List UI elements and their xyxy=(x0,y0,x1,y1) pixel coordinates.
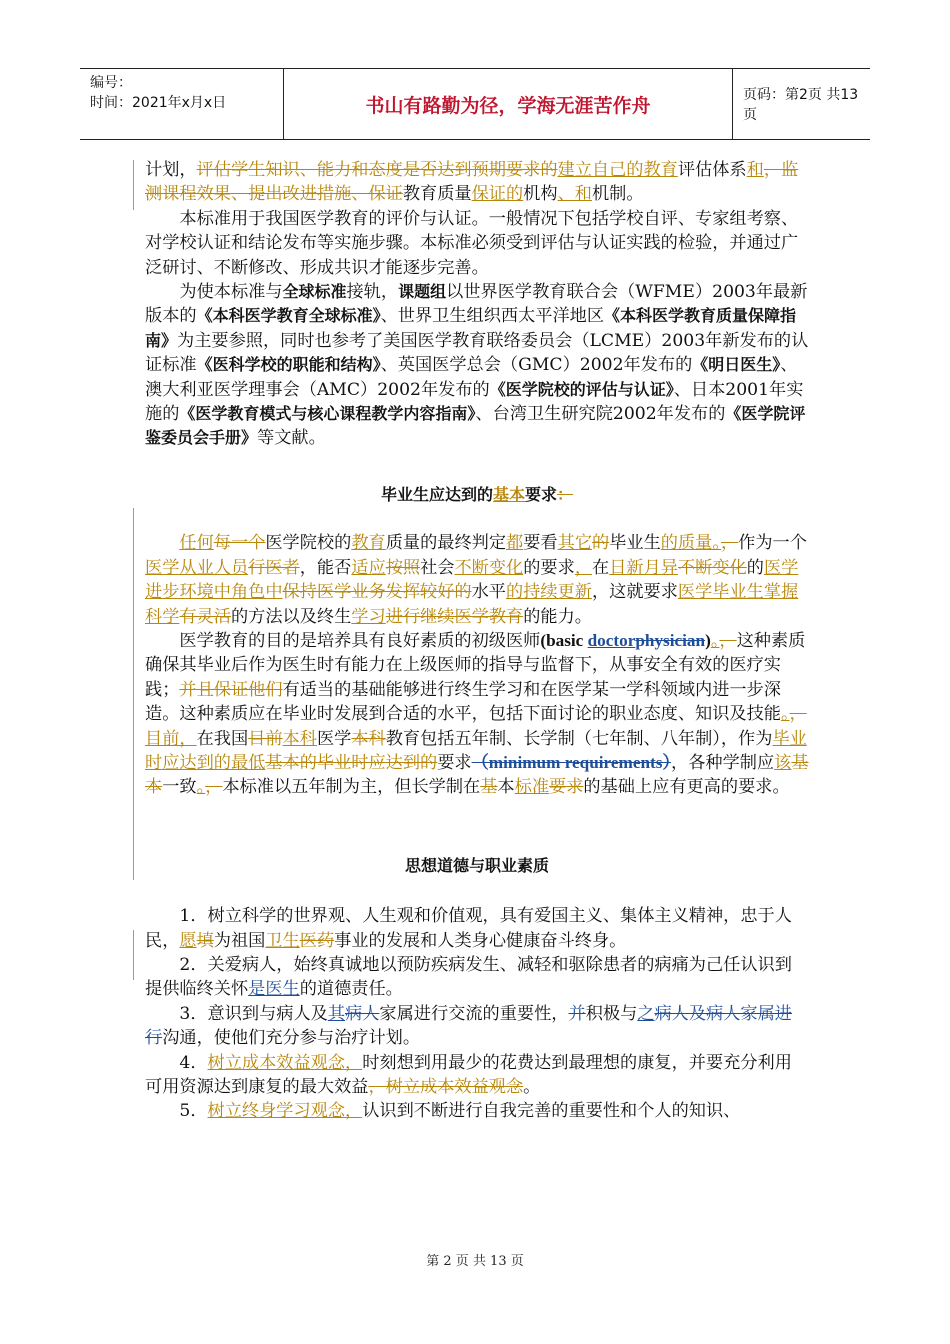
doc-code-label: 编号： xyxy=(90,75,132,91)
inserted-text: 。 xyxy=(196,777,206,798)
document-body xyxy=(145,158,809,1124)
text-run: 、英国医学总会（GMC）2002年发布的 xyxy=(380,355,693,376)
change-bar xyxy=(133,930,134,980)
text-run: 医学院校的 xyxy=(265,533,352,554)
text-run: 1．树立科学的世界观、人生观和价值观，具有爱国主义、集体主义精神，忠于人民， xyxy=(145,906,792,951)
text-run: 家属进行交流的重要性， xyxy=(379,1003,569,1024)
inserted-text: 卫生 xyxy=(265,930,300,951)
bold-text: 全球标准 xyxy=(282,282,347,302)
section-heading xyxy=(145,483,809,507)
text-run: 3．意识到与病人及 xyxy=(179,1003,328,1024)
text-run: 、澳大利亚医学理事会（AMC）2002年发布的 xyxy=(145,355,798,400)
list-item xyxy=(145,1099,809,1123)
deleted-text: 行医者 xyxy=(248,557,300,578)
inserted-text: 树立终身学习观念， xyxy=(207,1101,363,1122)
text-run: 医学 xyxy=(316,728,352,749)
inserted-text: 是医生 xyxy=(248,979,300,1000)
text-run: 为使本标准与 xyxy=(179,282,283,303)
text-run: 为祖国 xyxy=(213,930,266,951)
deleted-text: 并 xyxy=(568,1003,586,1024)
inserted-text: 的持续更新 xyxy=(505,582,592,603)
text-run: 5． xyxy=(179,1101,208,1122)
bold-text: 《本科医学教育质量保障指南》 xyxy=(145,306,797,350)
deleted-text: 的 xyxy=(592,533,610,554)
change-bar xyxy=(133,160,134,210)
change-bar xyxy=(133,508,134,880)
text-run: 教育包括五年制、长学制（七年制、八年制），作为 xyxy=(385,728,773,749)
text-run: 时刻想到用最少的花费达到最理想的康复，并要充分利用可用资源达到康复的最大效益 xyxy=(145,1052,792,1097)
inserted-text: 愿 xyxy=(179,930,197,951)
paragraph xyxy=(145,531,809,629)
text-run: 为主要参照，同时也参考了美国医学教育联络委员会（LCME）2003年新发布的认证标准 xyxy=(145,330,809,376)
deleted-text: 基 xyxy=(480,777,498,798)
text-run: ，这就要求 xyxy=(591,582,678,603)
bold-text: 《医学教育模式与核心课程教学内容指南》 xyxy=(179,404,476,424)
bold-text: 《医科学校的职能和结构》 xyxy=(196,355,381,375)
section-heading: 思想道德与职业素质 xyxy=(404,855,549,875)
text-run: 的基础上应有更高的要求。 xyxy=(583,777,790,798)
text-run: 这种素质确保其毕业后作为医生时有能力在上级医师的指导与监督下，从事安全有效的医疗实践； xyxy=(145,630,806,700)
text-run: 事业的发展和人类身心健康奋斗终身。 xyxy=(334,930,627,951)
text-run: 在我国 xyxy=(196,728,249,749)
deleted-text: 并且保证他们 xyxy=(179,679,283,700)
text-run: 沟通，使他们充分参与治疗计划。 xyxy=(162,1028,421,1049)
text-run: 计划， xyxy=(145,160,197,180)
text-run: 的方法以及终生 xyxy=(230,606,352,627)
deleted-text: 目前 xyxy=(248,728,283,749)
bold-text: (basic xyxy=(540,630,588,650)
text-run: 社会 xyxy=(420,557,455,578)
paragraph: 本标准用于我国医学教育的评价与认证。一般情况下包括学校自评、专家组考察、对学校认证和结论发布等实施步骤。本标准必须受到评估与认证实践的检验，并通过广泛研讨、不断修改、形成共识才能逐步完善。 xyxy=(145,208,799,278)
deleted-text: ， xyxy=(719,630,737,651)
inserted-text: doctor xyxy=(587,630,636,650)
inserted-text: 医学毕业生掌握科学 xyxy=(145,582,799,627)
list-item xyxy=(145,953,809,1002)
text-run: 的要求 xyxy=(523,557,575,578)
page-footer: 第 2 页 共 13 页 xyxy=(426,1254,524,1269)
inserted-text: 的质量。 xyxy=(660,533,721,554)
inserted-text: 本科 xyxy=(282,728,317,749)
text-run: 评估体系 xyxy=(677,160,747,180)
text-run: 4． xyxy=(179,1052,208,1073)
bold-text: 《医学院评鉴委员会手册》 xyxy=(145,404,806,448)
inserted-text: 、和 xyxy=(557,184,592,205)
deleted-text: ， xyxy=(205,777,223,798)
inserted-text: 不断变化 xyxy=(454,557,524,578)
deleted-text: 按照 xyxy=(385,557,421,578)
inserted-text: 目前， xyxy=(145,728,197,749)
deleted-text: 本科 xyxy=(351,728,386,749)
list-item xyxy=(145,1051,809,1100)
deleted-text: 病人及病人家属进行 xyxy=(145,1003,792,1049)
text-run: 水平 xyxy=(471,582,506,603)
deleted-text: 不断变化 xyxy=(677,557,747,578)
inserted-text: 该 xyxy=(774,752,792,773)
inserted-text: 之 xyxy=(637,1003,655,1024)
inserted-text: 。 xyxy=(710,630,720,651)
deleted-text: 进行继续医学教育 xyxy=(385,606,524,627)
deleted-text: 每一个 xyxy=(213,533,266,554)
bold-text: 《本科医学教育全球标准》 xyxy=(196,306,381,326)
inserted-text: 标准 xyxy=(514,777,550,798)
inserted-text: ， xyxy=(574,557,593,578)
deleted-text: 有灵活 xyxy=(179,606,231,627)
text-run: 2．关爱病人，始终真诚地以预防疾病发生、减轻和驱除患者的病痛为己任认识到提供临终关怀 xyxy=(145,954,792,1000)
text-run: 毕业生 xyxy=(609,533,661,554)
deleted-text: 要求 xyxy=(549,777,584,798)
text-run: 的 xyxy=(746,557,764,578)
text-run: 等文献。 xyxy=(257,428,326,449)
bold-text: 《医学院校的评估与认证》 xyxy=(489,379,674,399)
bold-text: 课题组 xyxy=(398,282,447,302)
inserted-text: 。 xyxy=(780,704,790,725)
deleted-text: ，树立成本效益观念 xyxy=(368,1077,524,1097)
inserted-text: 教育 xyxy=(351,533,386,554)
inserted-text: 学习 xyxy=(351,606,386,627)
deleted-text: 基本 xyxy=(145,752,809,798)
text-run: 接轨， xyxy=(346,282,399,303)
deleted-text: ，监测课程效果、提出改进措施、保证 xyxy=(145,160,799,205)
inserted-text: 医学从业人员 xyxy=(145,557,249,578)
text-run: 要求 xyxy=(525,484,558,504)
paragraph xyxy=(145,158,809,207)
inserted-text: 树立成本效益观念， xyxy=(207,1052,363,1073)
header-meta xyxy=(80,69,283,139)
inserted-text: 保证的 xyxy=(471,184,524,205)
text-run: 质量的最终判定 xyxy=(385,533,507,554)
doc-time-label: 时间：2021年x月x日 xyxy=(90,95,227,111)
inserted-text: 适应 xyxy=(351,557,386,578)
text-run: 的能力。 xyxy=(523,606,592,627)
text-run: ，能否 xyxy=(299,557,352,578)
text-run: 本 xyxy=(497,777,515,798)
text-run: 、台湾卫生研究院2002年发布的 xyxy=(475,404,726,425)
list-item xyxy=(145,904,809,953)
bold-text: 《明日医生》 xyxy=(692,355,781,375)
text-run: 本标准以五年制为主，但长学制在 xyxy=(222,777,481,798)
text-run: 以世界医学教育联合会（WFME）2003年最新版本的 xyxy=(145,282,808,327)
text-run: 、世界卫生组织西太平洋地区 xyxy=(380,306,605,327)
inserted-text: 医学进步环境中角色中 xyxy=(145,557,799,603)
text-run: 积极与 xyxy=(585,1003,638,1024)
deleted-text: 评估学生知识、能力和态度是否达到预期要求的 xyxy=(196,160,558,180)
text-run: 要看 xyxy=(523,533,558,554)
deleted-text: 医药 xyxy=(299,930,335,951)
paragraph xyxy=(145,629,809,800)
text-run: 认识到不断进行自我完善的重要性和个人的知识、 xyxy=(362,1101,741,1122)
deleted-text: 填 xyxy=(196,930,214,951)
text-run: 、日本2001年实施的 xyxy=(145,379,804,425)
inserted-text: 基本 xyxy=(492,484,525,504)
header-page-label: 页码：第2页 共13页 xyxy=(743,87,859,123)
deleted-text: ： xyxy=(557,484,574,504)
inserted-text: 毕业时应达到的最低 xyxy=(145,728,807,773)
text-run: 作为一个 xyxy=(738,533,807,554)
deleted-text: 病人 xyxy=(345,1003,380,1024)
text-run: 。 xyxy=(523,1077,541,1097)
inserted-text: 任何 xyxy=(179,533,214,554)
text-run: 的道德责任。 xyxy=(299,979,403,1000)
page-header xyxy=(80,68,870,140)
bold-text: ) xyxy=(705,630,711,650)
deleted-text: （minimum requirements） xyxy=(471,752,672,772)
text-run: 有适当的基础能够进行终生学习和在医学某一学科领域内进一步深造。这种素质应在毕业时发展到合适的水平，包括下面讨论的职业态度、知识及技能 xyxy=(145,679,781,725)
inserted-text: 建立自己的教育 xyxy=(557,160,678,180)
inserted-text: 和 xyxy=(746,160,764,180)
text-run: ，各种学制应 xyxy=(671,752,775,773)
inserted-text: 日新月异 xyxy=(609,557,678,578)
deleted-text: 保持医学业务发挥较好的 xyxy=(282,582,472,603)
header-motto: 书山有路勤为径，学海无涯苦作舟 xyxy=(283,69,733,139)
deleted-text: 基本的毕业时应达到的 xyxy=(265,752,438,773)
text-run: 一致 xyxy=(162,777,197,798)
inserted-text: 其 xyxy=(327,1003,346,1024)
deleted-text: ， xyxy=(720,533,739,554)
text-run: 教育质量 xyxy=(402,184,472,205)
inserted-text: 其它 xyxy=(557,533,593,554)
text-run: 机构 xyxy=(523,184,558,205)
text-run: 毕业生应达到的 xyxy=(380,484,493,504)
inserted-text: 都 xyxy=(506,533,524,554)
text-run: 医学教育的目的是培养具有良好素质的初级医师 xyxy=(179,630,541,651)
paragraph xyxy=(145,280,809,451)
deleted-text: ， xyxy=(789,704,807,725)
list-item xyxy=(145,1002,809,1051)
text-run: 机制。 xyxy=(591,184,644,205)
text-run: 在 xyxy=(592,557,610,578)
deleted-text: physician xyxy=(635,630,706,650)
text-run: 要求 xyxy=(437,752,472,773)
